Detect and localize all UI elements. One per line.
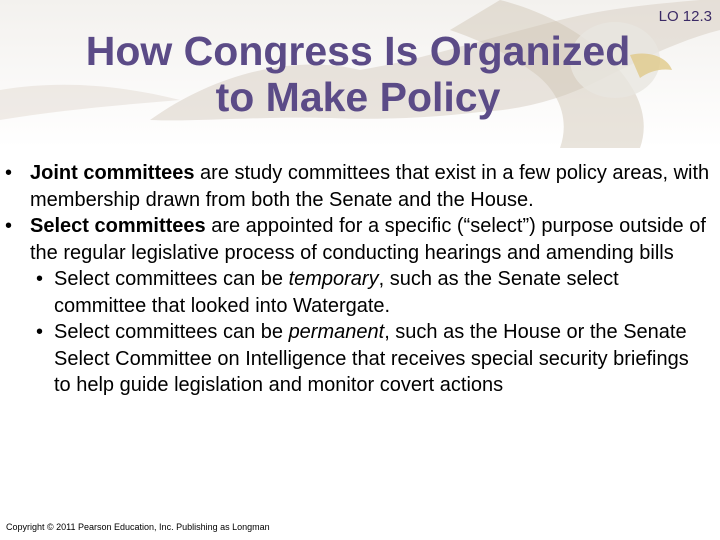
- sub-bullet-text-before: Select committees can be: [54, 321, 289, 343]
- slide-title-line-1: How Congress Is Organized: [85, 28, 631, 74]
- bullet-select-committees: [0, 213, 720, 266]
- sub-bullet-emphasis: permanent: [288, 321, 385, 343]
- bullet-joint-committees: [0, 160, 720, 213]
- sub-bullet-emphasis: temporary: [288, 268, 379, 290]
- sub-bullet-text-after: , such as the House or the Senate Select Committee on Intelligence that receives special security briefings to help guide legislation and monitor covert actions: [54, 321, 689, 396]
- bullet-term: Select committees: [30, 215, 206, 237]
- bullet-icon: •: [36, 268, 44, 290]
- sub-bullet-temporary: [0, 266, 720, 319]
- bullet-icon: •: [5, 162, 13, 184]
- sub-bullet-text-before: Select committees can be: [54, 268, 289, 290]
- learning-objective-label: LO 12.3: [658, 8, 712, 25]
- bullet-text: are study committees that exist in a few policy areas, with membership drawn from both the Senate and the House.: [30, 162, 710, 211]
- bullet-icon: •: [36, 321, 44, 343]
- sub-bullet-text-after: , such as the Senate select committee that looked into Watergate.: [54, 268, 619, 317]
- slide-title: [0, 28, 720, 120]
- copyright-footer: Copyright © 2011 Pearson Education, Inc. Publishing as Longman: [6, 522, 270, 532]
- bullet-text: are appointed for a specific (“select”) purpose outside of the regular legislative process of conducting hearings and amending bills: [30, 215, 706, 264]
- slide-body: [0, 160, 720, 399]
- slide-header: [0, 0, 720, 148]
- sub-bullet-permanent: [0, 319, 720, 399]
- bullet-term: Joint committees: [30, 162, 195, 184]
- slide-title-line-2: to Make Policy: [215, 74, 501, 120]
- bullet-icon: •: [5, 215, 13, 237]
